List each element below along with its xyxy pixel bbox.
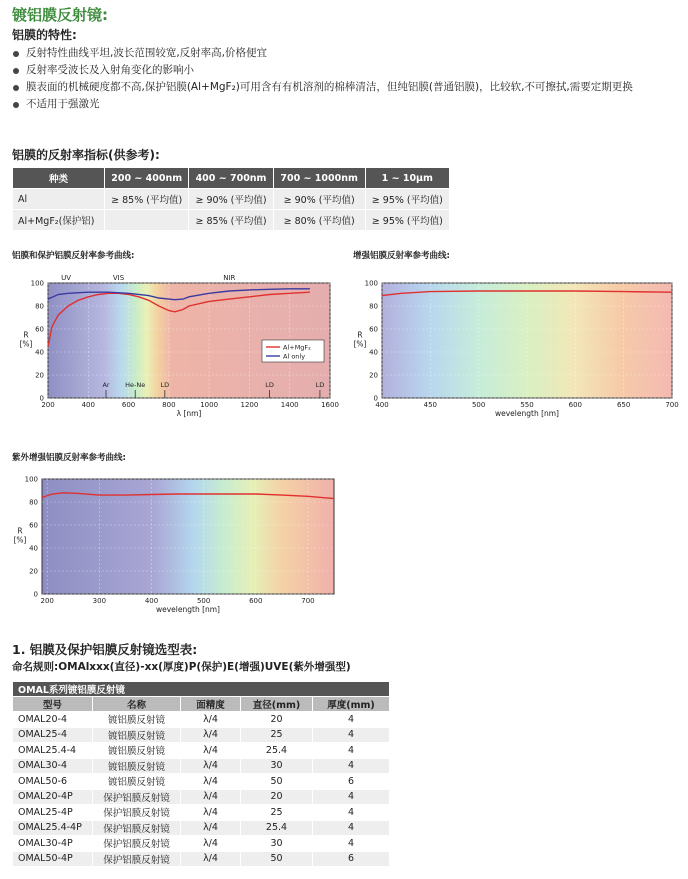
table-row — [13, 210, 450, 231]
x-tick-label: 400 — [81, 401, 95, 409]
laser-line-label: LD — [160, 381, 170, 389]
table-cell: ≥ 80% (平均值) — [273, 210, 365, 231]
x-tick-label: 1000 — [200, 401, 219, 409]
table-cell: λ/4 — [181, 727, 241, 743]
table-row — [13, 743, 390, 759]
table-cell: Al+MgF₂(保护铝) — [13, 210, 105, 231]
y-tick-label: 60 — [369, 325, 378, 334]
table-cell: 4 — [313, 789, 390, 805]
table-row — [13, 836, 390, 852]
x-tick-label: 600 — [568, 401, 583, 409]
table-header: 200 ~ 400nm — [105, 168, 189, 189]
y-tick-label: 0 — [373, 394, 378, 403]
y-tick-label: 80 — [369, 302, 378, 311]
legend-entry: Al only — [283, 352, 306, 361]
table-cell: OMAL25-4P — [13, 805, 93, 821]
table-cell: λ/4 — [181, 805, 241, 821]
table-header: 1 ~ 10μm — [365, 168, 449, 189]
y-tick-label: 20 — [35, 371, 44, 380]
table-cell: 6 — [313, 851, 390, 867]
table-cell: OMAL50-4P — [13, 851, 93, 867]
y-tick-label: 20 — [29, 567, 38, 576]
y-tick-label: 100 — [24, 475, 38, 484]
table-cell: 4 — [313, 836, 390, 852]
table1-heading: 铝膜的反射率指标(供参考): — [12, 148, 160, 162]
region-label: NIR — [223, 274, 236, 282]
table-cell: 50 — [241, 851, 313, 867]
table-cell: λ/4 — [181, 743, 241, 759]
table-cell: 保护铝膜反射镜 — [93, 851, 181, 867]
feature-item: 膜表面的机械硬度都不高,保护铝膜(Al+MgF₂)可用含有有机溶剂的棉棒清洁，但纯铝膜(普通铝膜)，比较软,不可擦拭,需要定期更换 — [12, 79, 672, 96]
table-header: 种类 — [13, 168, 105, 189]
table-cell: λ/4 — [181, 851, 241, 867]
table-cell: λ/4 — [181, 836, 241, 852]
table-cell: 镀铝膜反射镜 — [93, 712, 181, 728]
x-tick-label: 500 — [471, 401, 486, 409]
table-cell: ≥ 85% (平均值) — [189, 210, 273, 231]
table-cell: 50 — [241, 774, 313, 790]
chart-enhanced-aluminum-reflectance — [345, 262, 688, 432]
x-tick-label: 550 — [520, 401, 534, 409]
table-cell: 30 — [241, 758, 313, 774]
table-cell: ≥ 95% (平均值) — [365, 210, 449, 231]
y-tick-label: 40 — [35, 348, 44, 357]
region-label: UV — [61, 274, 72, 282]
table-caption: OMAL系列镀铝膜反射镜 — [13, 682, 390, 697]
x-tick-label: 400 — [375, 401, 389, 409]
product-table — [12, 681, 390, 867]
x-tick-label: 200 — [40, 597, 54, 605]
table-cell: 4 — [313, 805, 390, 821]
table-cell: 4 — [313, 820, 390, 836]
table-row — [13, 712, 390, 728]
table-row — [13, 189, 450, 210]
table-cell: 镀铝膜反射镜 — [93, 743, 181, 759]
table-header: 名称 — [93, 697, 181, 712]
table-row — [13, 805, 390, 821]
y-axis-label: R — [17, 526, 23, 536]
y-tick-label: 0 — [39, 394, 44, 403]
table-cell: 4 — [313, 727, 390, 743]
x-tick-label: 500 — [196, 597, 211, 605]
table-cell: λ/4 — [181, 774, 241, 790]
y-tick-label: 80 — [29, 498, 38, 507]
y-tick-label: 100 — [364, 279, 378, 288]
chart3-label: 紫外增强铝膜反射率参考曲线: — [12, 453, 126, 463]
table-cell: 20 — [241, 789, 313, 805]
reflectance-table — [12, 167, 450, 231]
y-axis-unit: [%] — [13, 535, 27, 545]
table-cell: OMAL20-4 — [13, 712, 93, 728]
table-header: 直径(mm) — [241, 697, 313, 712]
table-cell: 保护铝膜反射镜 — [93, 789, 181, 805]
y-tick-label: 40 — [369, 348, 378, 357]
x-tick-label: 600 — [249, 597, 263, 605]
feature-item: 反射特性曲线平坦,波长范围较宽,反射率高,价格便宜 — [12, 45, 672, 62]
features-heading: 铝膜的特性: — [12, 28, 77, 42]
table-header: 400 ~ 700nm — [189, 168, 273, 189]
table-cell: 4 — [313, 743, 390, 759]
table-cell: Al — [13, 189, 105, 210]
y-tick-label: 60 — [35, 325, 44, 334]
table-row — [13, 789, 390, 805]
naming-rule: 命名规则:OMAlxxx(直径)-xx(厚度)P(保护)E(增强)UVE(紫外增强型) — [12, 661, 351, 673]
chart1-label: 铝膜和保护铝膜反射率参考曲线: — [12, 251, 135, 261]
section1-heading: 1. 铝膜及保护铝膜反射镜选型表: — [12, 642, 198, 657]
table-cell: 6 — [313, 774, 390, 790]
y-axis-label: R — [23, 330, 29, 340]
table-cell: OMAL50-6 — [13, 774, 93, 790]
x-axis-label: wevelength [nm] — [155, 605, 221, 614]
table-header: 700 ~ 1000nm — [273, 168, 365, 189]
table-cell: OMAL30-4 — [13, 758, 93, 774]
table-cell: 镀铝膜反射镜 — [93, 758, 181, 774]
table-cell: 30 — [241, 836, 313, 852]
x-tick-label: 800 — [162, 401, 176, 409]
table-cell: OMAL25.4-4P — [13, 820, 93, 836]
region-label: VIS — [112, 274, 125, 282]
table-cell: 镀铝膜反射镜 — [93, 727, 181, 743]
plot-area — [42, 479, 334, 594]
x-tick-label: 700 — [301, 597, 315, 605]
table-cell: λ/4 — [181, 758, 241, 774]
x-axis-label: wevelength [nm] — [494, 409, 560, 418]
table-row — [13, 727, 390, 743]
x-tick-label: 1600 — [321, 401, 339, 409]
table-cell: 25 — [241, 805, 313, 821]
table-cell: 25.4 — [241, 743, 313, 759]
table-cell: λ/4 — [181, 789, 241, 805]
table-cell: 保护铝膜反射镜 — [93, 805, 181, 821]
table-cell: 25 — [241, 727, 313, 743]
table-row — [13, 758, 390, 774]
table-header: 面精度 — [181, 697, 241, 712]
y-tick-label: 40 — [29, 544, 38, 553]
chart2-label: 增强铝膜反射率参考曲线: — [353, 251, 450, 261]
x-tick-label: 1200 — [240, 401, 259, 409]
x-tick-label: 650 — [616, 401, 631, 409]
x-tick-label: 1400 — [280, 401, 299, 409]
table-cell: ≥ 90% (平均值) — [189, 189, 273, 210]
laser-line-label: LD — [315, 381, 325, 389]
table-cell: ≥ 85% (平均值) — [105, 189, 189, 210]
y-axis-unit: [%] — [353, 339, 367, 349]
y-tick-label: 60 — [29, 521, 38, 530]
y-axis-unit: [%] — [19, 339, 33, 349]
table-cell: λ/4 — [181, 820, 241, 836]
x-tick-label: 300 — [92, 597, 107, 605]
table-cell: OMAL20-4P — [13, 789, 93, 805]
table-cell: 保护铝膜反射镜 — [93, 836, 181, 852]
table-cell — [105, 210, 189, 231]
table-header: 厚度(mm) — [313, 697, 390, 712]
table-cell: 4 — [313, 712, 390, 728]
table-row — [13, 851, 390, 867]
table-cell: 25.4 — [241, 820, 313, 836]
table-cell: OMAL25.4-4 — [13, 743, 93, 759]
feature-item: 反射率受波长及入射角变化的影响小 — [12, 62, 672, 79]
table-header: 型号 — [13, 697, 93, 712]
table-row — [13, 820, 390, 836]
feature-item: 不适用于强激光 — [12, 96, 672, 113]
laser-line-label: Ar — [102, 381, 110, 389]
y-tick-label: 0 — [33, 590, 38, 599]
x-tick-label: 600 — [121, 401, 136, 409]
table-cell: λ/4 — [181, 712, 241, 728]
table-cell: ≥ 95% (平均值) — [365, 189, 449, 210]
y-tick-label: 20 — [369, 371, 378, 380]
table-cell: 保护铝膜反射镜 — [93, 820, 181, 836]
x-tick-label: 400 — [144, 597, 159, 605]
chart-uv-enhanced-aluminum-reflectance — [0, 465, 345, 620]
page-title: 镀铝膜反射镜: — [12, 6, 108, 24]
y-axis-label: R — [357, 330, 363, 340]
table-cell: OMAL30-4P — [13, 836, 93, 852]
chart-aluminum-reflectance — [0, 262, 345, 432]
legend-entry: Al+MgF₂ — [283, 343, 311, 352]
table-cell: OMAL25-4 — [13, 727, 93, 743]
x-tick-label: 200 — [41, 401, 55, 409]
laser-line-label: LD — [265, 381, 274, 389]
x-tick-label: 450 — [423, 401, 438, 409]
table-cell: 20 — [241, 712, 313, 728]
table-cell: ≥ 90% (平均值) — [273, 189, 365, 210]
x-tick-label: 700 — [665, 401, 679, 409]
y-tick-label: 100 — [30, 279, 44, 288]
features-list — [12, 45, 672, 113]
table-row — [13, 774, 390, 790]
x-axis-label: λ [nm] — [176, 409, 202, 418]
table-cell: 4 — [313, 758, 390, 774]
table-cell: 镀铝膜反射镜 — [93, 774, 181, 790]
y-tick-label: 80 — [35, 302, 44, 311]
laser-line-label: He-Ne — [125, 381, 146, 389]
